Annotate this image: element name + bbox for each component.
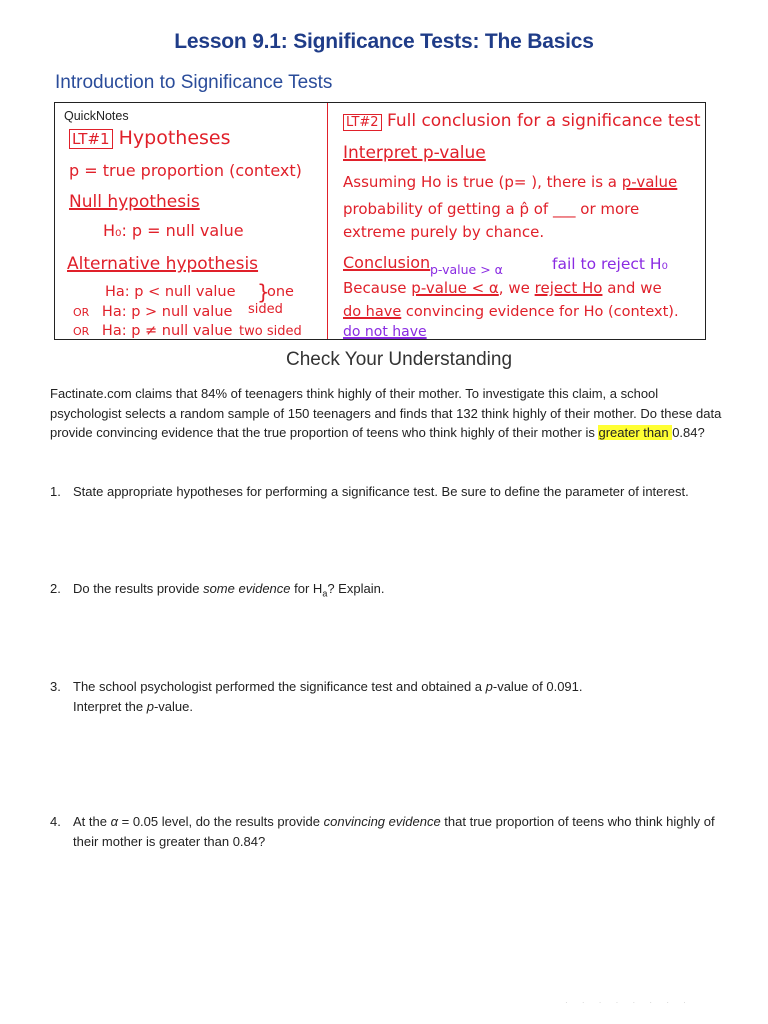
lt1-title: Hypotheses	[118, 127, 231, 149]
lt2-title: Full conclusion for a significance test	[386, 111, 701, 131]
q4-text-em1: α	[110, 814, 118, 829]
q4-text-c: that true proportion of teens who think highly of their mother is greater than 0.84?	[73, 814, 715, 849]
problem-paragraph	[50, 384, 722, 443]
question-3	[50, 677, 722, 716]
q3-text-b: -value of 0.091.	[492, 679, 583, 694]
q2-text-c: ? Explain.	[327, 581, 385, 596]
quicknotes-box	[54, 102, 706, 340]
question-number: 4.	[50, 814, 61, 829]
lt2-tag: LT#2	[343, 114, 382, 131]
interpret-line-3: extreme purely by chance.	[343, 223, 545, 241]
question-text	[73, 677, 722, 716]
notes-divider	[327, 103, 328, 339]
paragraph-post: 0.84?	[672, 425, 705, 440]
paragraph-highlight: greater than	[598, 425, 673, 440]
lt1-tag: LT#1	[69, 129, 113, 149]
question-text: State appropriate hypotheses for performing a significance test. Be sure to define the parameter of interest.	[73, 484, 689, 499]
q3-text-a: The school psychologist performed the significance test and obtained a	[73, 679, 486, 694]
interpret-line-1	[343, 173, 677, 191]
fail-to-reject: fail to reject H₀	[552, 255, 668, 273]
alt2-text: Ha: p > null value	[101, 304, 233, 320]
because-text: Because	[343, 279, 407, 297]
alternative-hypothesis-title: Alternative hypothesis	[67, 254, 259, 274]
or1-label: OR	[73, 306, 90, 319]
pvalue-gt-alpha: p-value > α	[430, 262, 503, 277]
interpret-pvalue-title: Interpret p-value	[343, 143, 486, 163]
lt1-heading	[69, 127, 231, 149]
p-definition: p = true proportion (context)	[69, 161, 302, 180]
or2-label: OR	[73, 325, 90, 338]
q3-line2-a: Interpret the	[73, 698, 147, 714]
and-we-text: and we	[607, 279, 662, 297]
interpret-line-2b: ___	[553, 200, 576, 218]
convincing-text: convincing evidence for Ho (context).	[405, 304, 679, 320]
conclusion-line-2	[343, 304, 679, 320]
quicknotes-label: QuickNotes	[64, 109, 129, 123]
null-hypothesis-eq: H₀: p = null value	[103, 221, 244, 240]
do-have-text: do have	[343, 304, 402, 320]
q4-text-b: = 0.05 level, do the results provide	[118, 814, 324, 829]
q3-line2-b: -value.	[153, 698, 193, 714]
question-number: 2.	[50, 581, 61, 596]
question-1	[50, 482, 722, 502]
alt1-text: Ha: p < null value	[105, 284, 236, 300]
we-text: , we	[498, 279, 530, 297]
brace-icon: }	[257, 280, 270, 304]
section-subtitle: Introduction to Significance Tests	[55, 72, 333, 93]
alt-sided-label: sided	[248, 302, 283, 317]
alt-hypothesis-2	[73, 302, 283, 320]
alt-one-label: one	[267, 284, 294, 300]
q3-text-em: p	[485, 679, 493, 694]
reject-ho: reject Ho	[534, 279, 603, 297]
interpret-line-1a: Assuming Ho is true (p= ), there is a	[343, 173, 617, 191]
interpret-line-2	[343, 200, 639, 218]
question-2	[50, 579, 722, 604]
pvalue-lt-alpha: p-value < α	[411, 279, 499, 297]
alt-hypothesis-3	[73, 323, 302, 339]
q4-text-a: At the	[73, 814, 111, 829]
conclusion-line-1	[343, 279, 662, 297]
interpret-line-1b: p-value	[621, 173, 678, 191]
interpret-line-2a: probability of getting a p̂ of	[343, 200, 549, 218]
q2-text-em: some evidence	[203, 581, 291, 596]
question-text	[73, 812, 722, 851]
alt3-text: Ha: p ≠ null value	[101, 323, 233, 339]
faint-footer-marks: · · · · · · · ·	[565, 998, 692, 1007]
paragraph-pre: Factinate.com claims that 84% of teenagers think highly of their mother. To investigate this claim, a school psychologist selects a random sample of 150 teenagers and finds that 132 think highly of their mother. Do these data provide convincing evidence that the true proportion of teens who think highly of their mother is	[50, 386, 722, 440]
alt-two-label: two sided	[239, 324, 302, 339]
interpret-line-2c: or more	[580, 200, 640, 218]
q2-text-b: for H	[290, 581, 323, 596]
question-4	[50, 812, 722, 851]
q4-text-em2: convincing evidence	[323, 814, 441, 829]
alt-hypothesis-1	[105, 280, 294, 304]
question-text	[73, 579, 722, 604]
q2-text-sub: a	[322, 588, 328, 599]
question-number: 3.	[50, 679, 61, 694]
do-not-have-text: do not have	[343, 324, 427, 340]
conclusion-title: Conclusion	[343, 253, 431, 272]
page-title: Lesson 9.1: Significance Tests: The Basics	[174, 30, 594, 53]
q2-text-a: Do the results provide	[73, 581, 204, 596]
check-heading: Check Your Understanding	[285, 349, 513, 370]
lt2-heading	[343, 111, 701, 131]
question-number: 1.	[50, 484, 61, 499]
null-hypothesis-title: Null hypothesis	[69, 192, 200, 212]
q3-line2-em: p	[146, 698, 154, 714]
